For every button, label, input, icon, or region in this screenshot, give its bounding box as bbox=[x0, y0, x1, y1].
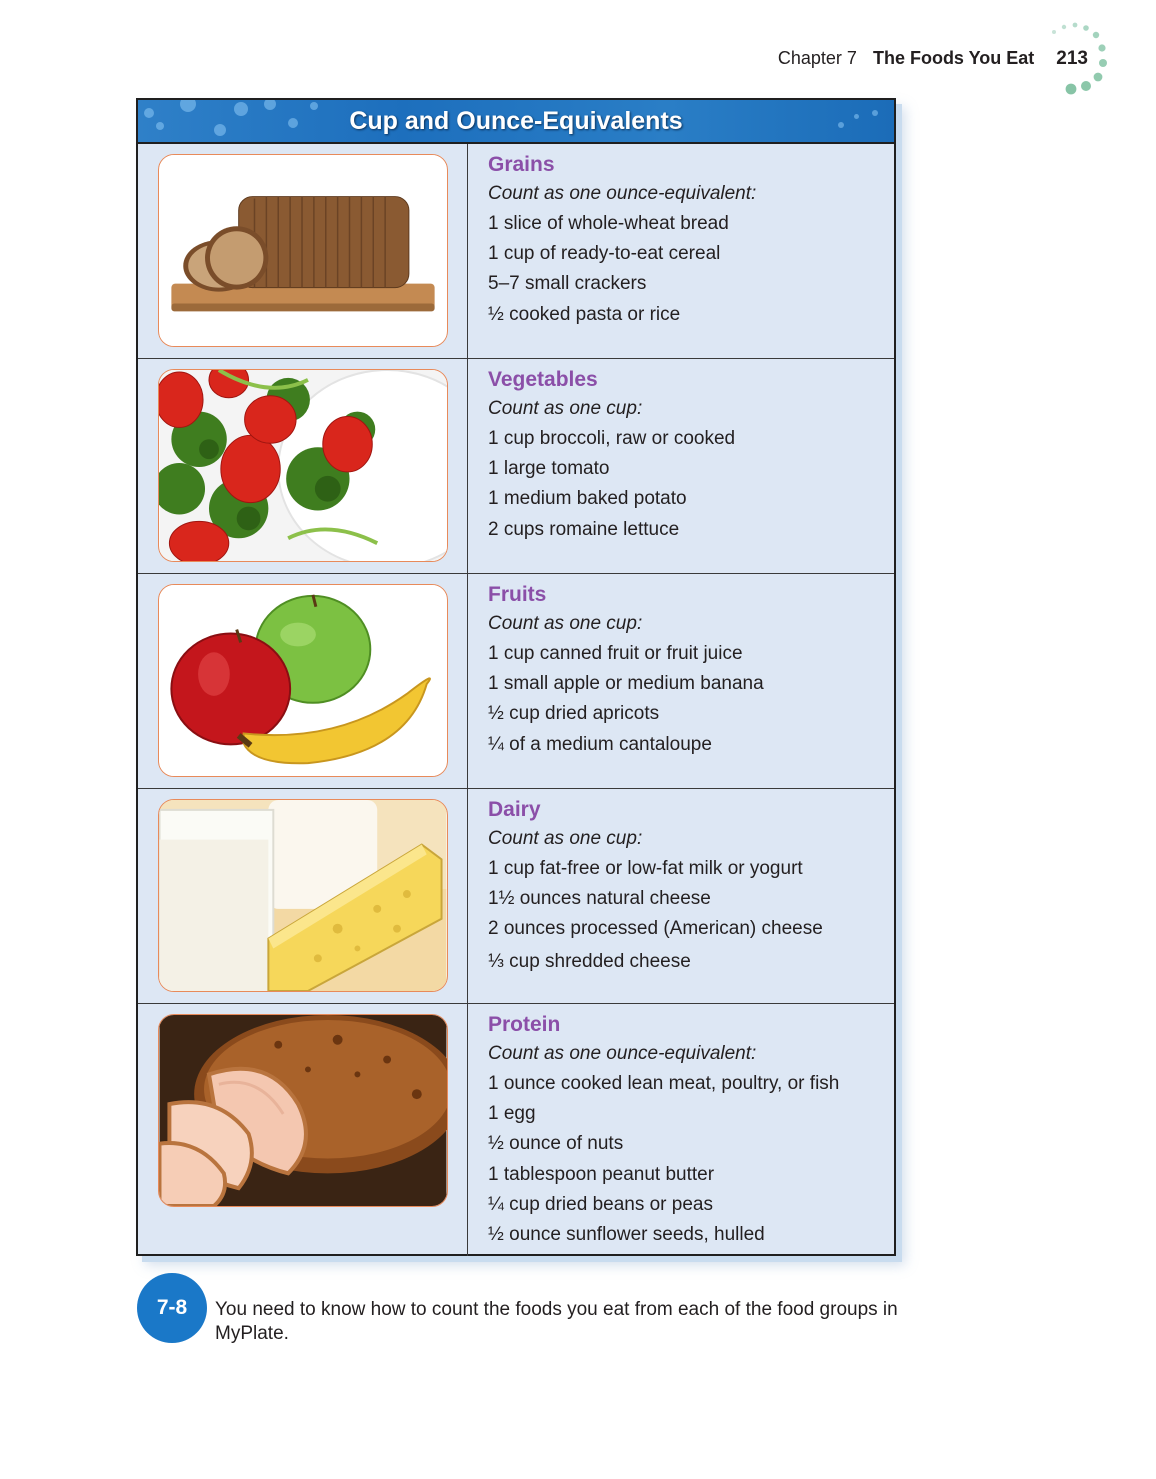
list-item: 1 slice of whole-wheat bread bbox=[488, 213, 729, 234]
table-header bbox=[138, 100, 894, 144]
text-cell bbox=[468, 144, 894, 358]
list-item: 2 ounces processed (American) cheese bbox=[488, 918, 823, 940]
text-cell bbox=[468, 1004, 894, 1256]
table-row-grains bbox=[138, 144, 894, 359]
list-item: ½ ounce sunflower seeds, hulled bbox=[488, 1224, 765, 1246]
list-item: ½ cooked pasta or rice bbox=[488, 303, 681, 325]
category-title: Vegetables bbox=[488, 368, 598, 391]
category-title: Grains bbox=[488, 153, 555, 176]
page-number: 213 bbox=[1056, 48, 1088, 69]
decorative-dots-icon bbox=[1046, 20, 1108, 98]
protein-photo bbox=[158, 1014, 448, 1207]
table-row-dairy bbox=[138, 789, 894, 1004]
list-item: ½ cup dried apricots bbox=[488, 703, 660, 725]
category-title: Dairy bbox=[488, 798, 541, 821]
category-title: Protein bbox=[488, 1013, 561, 1036]
list-item: ¼ cup dried beans or peas bbox=[488, 1193, 713, 1215]
vegetables-photo bbox=[158, 369, 448, 562]
bread-photo bbox=[158, 154, 448, 347]
list-item: 1½ ounces natural cheese bbox=[488, 888, 711, 910]
table-title: Cup and Ounce-Equivalents bbox=[349, 107, 683, 135]
text-cell bbox=[468, 359, 894, 573]
category-subtitle: Count as one cup: bbox=[488, 398, 643, 419]
category-subtitle: Count as one ounce-equivalent: bbox=[488, 1043, 757, 1064]
category-subtitle: Count as one cup: bbox=[488, 828, 643, 849]
list-item: 1 egg bbox=[488, 1103, 536, 1125]
chapter-title: The Foods You Eat bbox=[872, 48, 1035, 68]
chapter-label: Chapter 7 bbox=[777, 48, 857, 68]
list-item: 1 small apple or medium banana bbox=[488, 673, 764, 695]
image-cell bbox=[138, 574, 468, 788]
text-cell bbox=[468, 789, 894, 1003]
table-row-protein bbox=[138, 1004, 894, 1256]
text-cell bbox=[468, 574, 894, 788]
table-row-fruits bbox=[138, 574, 894, 789]
image-cell bbox=[138, 144, 468, 358]
page-header bbox=[778, 48, 1088, 72]
fruits-photo bbox=[158, 584, 448, 777]
list-item: 1 cup broccoli, raw or cooked bbox=[488, 428, 736, 449]
category-subtitle: Count as one ounce-equivalent: bbox=[488, 183, 757, 204]
equivalents-table bbox=[136, 98, 896, 1256]
list-item: 1 cup fat-free or low-fat milk or yogurt bbox=[488, 858, 803, 879]
list-item: ½ ounce of nuts bbox=[488, 1133, 624, 1155]
category-subtitle: Count as one cup: bbox=[488, 613, 643, 634]
list-item: 1 tablespoon peanut butter bbox=[488, 1163, 715, 1185]
figure-caption: You need to know how to count the foods you eat from each of the food groups in MyPlate. bbox=[215, 1299, 898, 1344]
list-item: 1 medium baked potato bbox=[488, 488, 687, 510]
dairy-photo bbox=[158, 799, 448, 992]
image-cell bbox=[138, 1004, 468, 1256]
category-title: Fruits bbox=[488, 583, 547, 606]
list-item: ⅓ cup shredded cheese bbox=[488, 950, 691, 972]
list-item: 2 cups romaine lettuce bbox=[488, 518, 680, 540]
table-row-vegetables bbox=[138, 359, 894, 574]
list-item: 1 cup of ready-to-eat cereal bbox=[488, 243, 721, 265]
list-item: ¼ of a medium cantaloupe bbox=[488, 733, 712, 755]
list-item: 1 ounce cooked lean meat, poultry, or fish bbox=[488, 1073, 840, 1094]
list-item: 5–7 small crackers bbox=[488, 273, 647, 295]
figure-label-badge: 7-8 bbox=[137, 1273, 207, 1343]
list-item: 1 large tomato bbox=[488, 458, 610, 480]
list-item: 1 cup canned fruit or fruit juice bbox=[488, 643, 743, 664]
image-cell bbox=[138, 359, 468, 573]
image-cell bbox=[138, 789, 468, 1003]
